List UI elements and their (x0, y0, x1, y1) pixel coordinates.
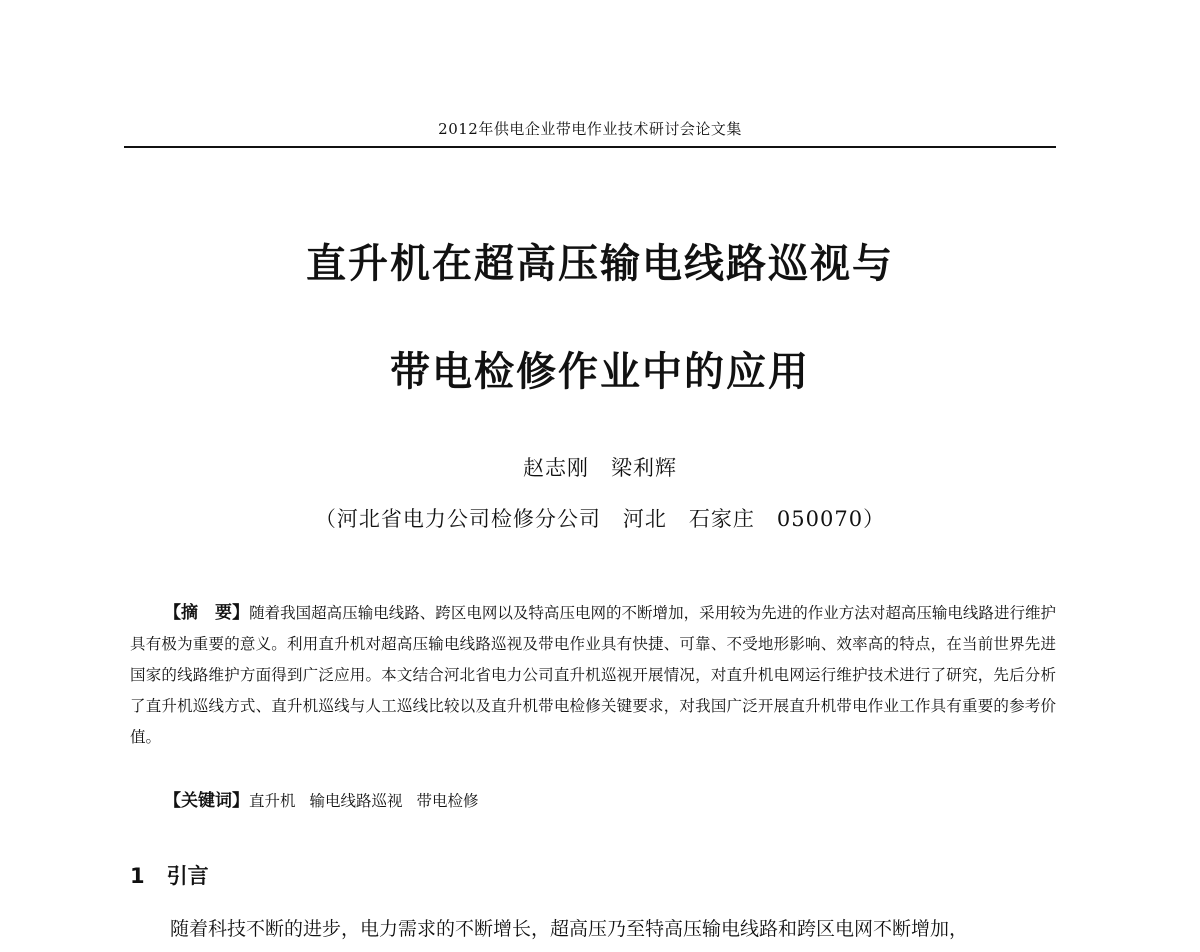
authors: 赵志刚 梁利辉 (523, 456, 677, 480)
keyword-item: 带电检修 (416, 792, 479, 810)
body-paragraph: 随着科技不断的进步，电力需求的不断增长，超高压乃至特高压输电线路和跨区电网不断增加， (170, 918, 969, 940)
paper-title-line-1: 直升机在超高压输电线路巡视与 (306, 241, 894, 287)
keyword-item: 直升机 (249, 792, 296, 810)
running-header: 2012年供电企业带电作业技术研讨会论文集 (438, 120, 742, 138)
affiliation: （河北省电力公司检修分公司 河北 石家庄 050070） (314, 507, 886, 531)
section-heading (130, 860, 209, 890)
keywords-label: 【关键词】 (164, 791, 249, 811)
section-number: 1 (130, 864, 145, 888)
abstract (130, 598, 1056, 753)
keywords (164, 787, 1056, 815)
abstract-text: 随着我国超高压输电线路、跨区电网以及特高压电网的不断增加，采用较为先进的作业方法对超高压输电线路进行维护具有极为重要的意义。利用直升机对超高压输电线路巡视及带电作业具有快捷、可靠、不受地形影响、效率高的特点，在当前世界先进国家的线路维护方面得到广泛应用。本文结合河北省电力公司直升机巡视开展情况，对直升机电网运行维护技术进行了研究，先后分析了直升机巡线方式、直升机巡线与人工巡线比较以及直升机带电检修关键要求，对我国广泛开展直升机带电作业工作具有重要的参考价值。 (130, 604, 1056, 746)
section-title: 引言 (166, 864, 209, 888)
abstract-label: 【摘 要】 (164, 603, 250, 623)
header-rule (124, 146, 1056, 148)
paper-title-line-2: 带电检修作业中的应用 (390, 349, 810, 395)
keyword-item: 输电线路巡视 (309, 792, 403, 810)
